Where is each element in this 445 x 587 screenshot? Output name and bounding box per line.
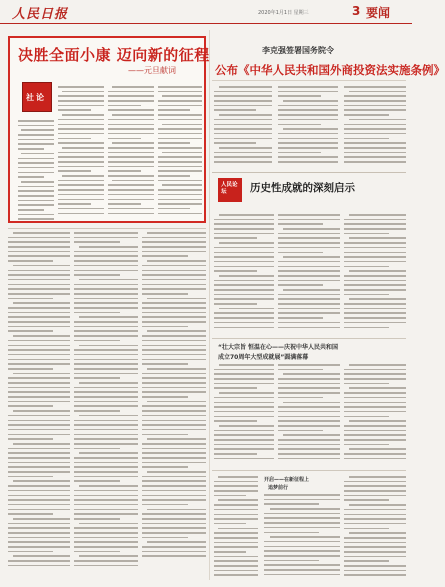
editorial-text-col-4 xyxy=(158,86,202,220)
column-divider xyxy=(209,30,210,580)
lower-section-rule xyxy=(212,470,406,471)
commentary-text-col-1 xyxy=(214,214,274,334)
editorial-subtitle: ——元旦献词 xyxy=(128,66,176,75)
commentary-badge xyxy=(218,178,242,202)
mid-text-col-1 xyxy=(214,364,274,464)
issue-date: 2020年1月1日 星期三 xyxy=(258,10,309,16)
newspaper-logo: 人民日报 xyxy=(12,7,69,22)
mid-text-col-2 xyxy=(278,364,340,464)
article-text-col-2 xyxy=(278,86,338,168)
mid-article-headline-2[interactable]: 成立70周年大型成就展”圆满落幕 xyxy=(218,354,309,361)
headline-rule xyxy=(212,80,406,81)
article-headline[interactable]: 公布《中华人民共和国外商投资法实施条例》 xyxy=(215,63,445,77)
editorial-box[interactable] xyxy=(8,36,210,223)
mid-article-headline-1[interactable]: “壮大宗旨 恒温在心——庆祝中华人民共和国 xyxy=(218,344,339,351)
article-text-col-3 xyxy=(344,86,406,168)
commentary-text-col-3 xyxy=(344,214,406,334)
page-section-name: 要闻 xyxy=(366,6,391,20)
commentary-headline[interactable]: 历史性成就的深刻启示 xyxy=(250,182,355,194)
editorial-badge xyxy=(22,82,52,112)
editorial-text-col-2 xyxy=(58,86,104,220)
section-rule xyxy=(8,228,206,229)
lower-text-col-3 xyxy=(344,476,406,580)
page-number: 3 xyxy=(352,4,361,18)
lower-text-col-2 xyxy=(264,494,340,580)
mid-text-col-3 xyxy=(344,364,406,464)
mid-section-rule xyxy=(212,338,406,339)
editorial-text-col-1 xyxy=(18,120,54,220)
commentary-text-col-2 xyxy=(278,214,340,334)
editorial-badge-label: 社论 xyxy=(26,93,46,102)
body-text-col-1 xyxy=(8,232,70,577)
editorial-title: 决胜全面小康 迈向新的征程 xyxy=(18,46,210,64)
lower-article-headline-1[interactable]: 开启——在新征程上 xyxy=(264,477,310,483)
lower-text-col-1 xyxy=(214,476,258,580)
masthead xyxy=(0,0,412,24)
commentary-badge-label: 人民论坛 xyxy=(221,182,238,195)
editorial-text-col-3 xyxy=(108,86,154,220)
article-kicker: 李克强签署国务院令 xyxy=(262,46,334,55)
lower-article-headline-2[interactable]: 追梦前行 xyxy=(268,485,289,491)
body-text-col-2 xyxy=(74,232,138,577)
article-text-col-1 xyxy=(214,86,272,168)
body-text-col-3 xyxy=(142,232,206,577)
